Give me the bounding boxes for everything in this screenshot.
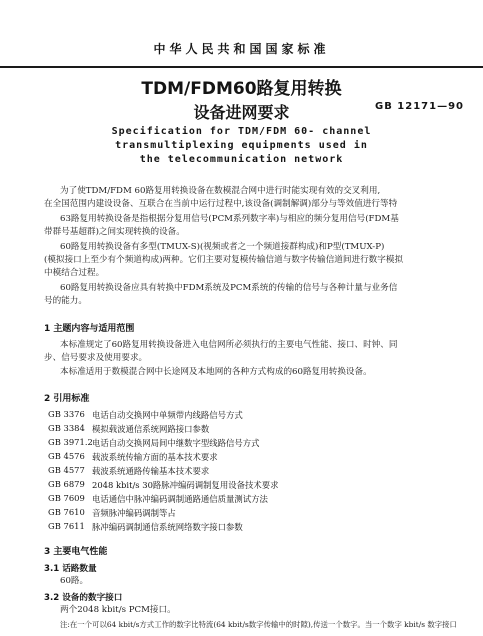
subsection-heading: 3.1 话路数量: [44, 564, 97, 574]
intro-line: 60路复用转换设备应具有转换中FDM系统及PCM系统的传输的信号与各种计量与业务信: [60, 283, 398, 293]
reference-title: 电话通信中脉冲编码调制通路通信质量测试方法: [92, 494, 268, 504]
reference-code: GB 7611: [48, 521, 85, 531]
reference-title: 电话自动交换网中单频带内线路信号方式: [92, 410, 243, 420]
reference-code: GB 6879: [48, 479, 85, 489]
standard-type-header: 中华人民共和国国家标准: [153, 42, 330, 56]
reference-code: GB 3384: [48, 423, 85, 433]
section-heading: 3 主要电气性能: [44, 547, 108, 557]
intro-line: 号的能力。: [44, 296, 87, 306]
reference-title: 载波系统传输方面的基本技术要求: [92, 452, 218, 462]
english-title-line: Specification for TDM/FDM 60- channel: [111, 126, 372, 137]
intro-line: 为了使TDM/FDM 60路复用转换设备在数模混合网中进行时能实现有效的交叉利用,: [60, 186, 381, 196]
section-line: 步、信号要求及使用要求。: [44, 353, 148, 363]
reference-title: 音频脉冲编码调制等占: [92, 508, 176, 518]
section-line: 本标准规定了60路复用转换设备进入电信网所必须执行的主要电气性能、接口、时钟、同: [60, 340, 398, 350]
reference-code: GB 3971.2: [48, 437, 93, 447]
section-heading: 2 引用标准: [44, 394, 90, 404]
header-rule: [0, 66, 483, 68]
reference-code: GB 7610: [48, 507, 85, 517]
reference-code: GB 3376: [48, 409, 85, 419]
document-title: TDM/FDM60路复用转换: [141, 79, 342, 99]
reference-title: 载波系统通路传输基本技术要求: [92, 466, 210, 476]
subsection-text: 60路。: [60, 576, 89, 586]
intro-line: 63路复用转换设备是指根据分复用信号(PCM系列数字率)与相应的频分复用信号(FDM基: [60, 214, 399, 224]
reference-code: GB 4577: [48, 465, 85, 475]
reference-code: GB 7609: [48, 493, 85, 503]
document-subtitle: 设备进网要求: [193, 103, 290, 122]
intro-line: 带群号基超群)之间实现转换的设备。: [44, 227, 185, 237]
reference-title: 模拟载波通信系统网路接口参数: [92, 424, 210, 434]
subsection-heading: 3.2 设备的数字接口: [44, 593, 123, 603]
reference-title: 电话自动交换网局间中继数字型线路信号方式: [92, 438, 260, 448]
reference-code: GB 4576: [48, 451, 85, 461]
subsection-text: 两个2048 kbit/s PCM接口。: [60, 605, 176, 615]
english-title-line: transmultiplexing equipments used in: [115, 140, 368, 151]
intro-line: 60路复用转换设备有多型(TMUX-S)(视频或者之一个频道接群构成)和P型(TMUX-P): [60, 242, 385, 252]
english-title-line: the telecommunication network: [139, 154, 344, 165]
intro-line: 在全国范围内建设设备、互联合在当前中运行过程中,该设备(调制解调)部分与等效值进行等特: [44, 199, 398, 209]
gb-number: GB 12171—90: [375, 101, 465, 112]
note-text: 注:在一个可以64 kbit/s方式工作的数字比特流(64 kbit/s数字传输中的时隙),传送一个数字。当一个数字 kbit/s 数字接口: [60, 620, 457, 629]
intro-line: (模拟接口上至少有个频道构成)两种。它们主要对复模传输信道与数字传输信道间进行数字模拟: [44, 255, 404, 265]
intro-line: 中模结合过程。: [44, 268, 105, 278]
reference-title: 2048 kbit/s 30路脉冲编码调制复用设备技术要求: [92, 480, 279, 490]
section-heading: 1 主题内容与适用范围: [44, 324, 135, 334]
reference-title: 脉冲编码调制通信系统网络数字接口参数: [92, 522, 243, 532]
section-line: 本标准适用于数模混合网中长途网及本地网的各种方式构成的60路复用转换设备。: [60, 367, 372, 377]
